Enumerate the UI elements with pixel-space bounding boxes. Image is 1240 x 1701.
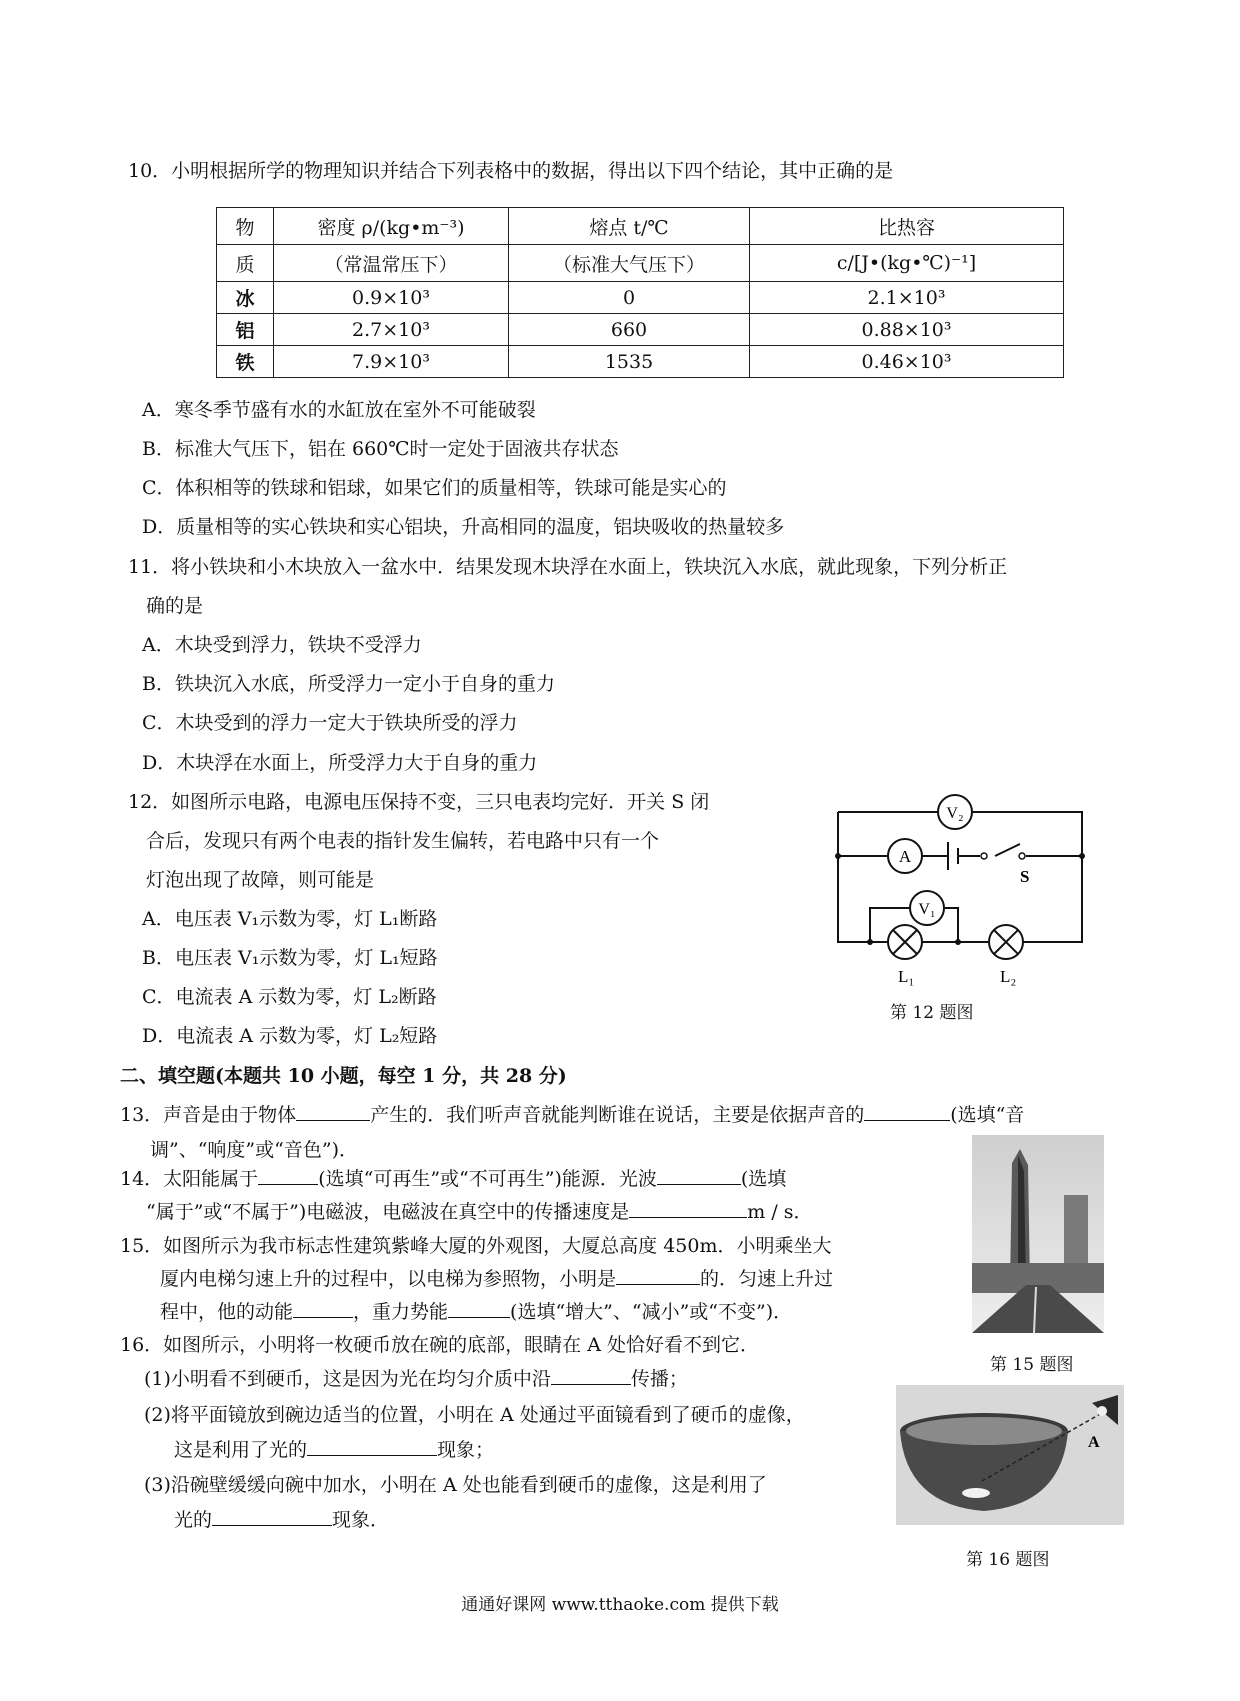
q10-option-a: A．寒冬季节盛有水的水缸放在室外不可能破裂 xyxy=(142,399,536,421)
table-cell: 冰 xyxy=(217,282,274,314)
q10-stem: 10．小明根据所学的物理知识并结合下列表格中的数据，得出以下四个结论，其中正确的是 xyxy=(128,160,894,182)
q12-stem-cont: 合后，发现只有两个电表的指针发生偏转，若电路中只有一个 xyxy=(146,830,660,852)
table-header-row xyxy=(217,245,1064,282)
q11-option-c: C．木块受到的浮力一定大于铁块所受的浮力 xyxy=(142,712,518,734)
q15-text: ，重力势能 xyxy=(353,1301,449,1323)
voltmeter-v1-icon xyxy=(910,891,944,925)
table-cell: 铝 xyxy=(217,314,274,346)
table-cell: 1535 xyxy=(509,346,750,378)
answer-blank[interactable] xyxy=(864,1102,950,1121)
answer-blank[interactable] xyxy=(258,1166,318,1185)
q11-option-b: B．铁块沉入水底，所受浮力一定小于自身的重力 xyxy=(142,673,555,695)
table-cell: 熔点 t/℃ xyxy=(509,208,750,245)
label-l2: L₂ xyxy=(1000,967,1017,986)
q10-option-c: C．体积相等的铁球和铝球，如果它们的质量相等，铁球可能是实心的 xyxy=(142,477,727,499)
table-row xyxy=(217,314,1064,346)
label-v2: V₂ xyxy=(946,805,964,822)
q12-stem: 12．如图所示电路，电源电压保持不变，三只电表均完好．开关 S 闭 xyxy=(128,791,710,813)
q16-text: 现象； xyxy=(437,1439,495,1461)
bowl-photo xyxy=(896,1385,1124,1525)
q12-figure-caption: 第 12 题图 xyxy=(890,1003,974,1023)
answer-blank[interactable] xyxy=(616,1266,700,1285)
table-cell: c/[J•(kg•℃)⁻¹] xyxy=(750,245,1064,282)
lamp-l2-icon xyxy=(989,925,1023,959)
table-cell: 2.1×10³ xyxy=(750,282,1064,314)
q16-text: 光的 xyxy=(174,1509,213,1531)
table-cell: 0.9×10³ xyxy=(274,282,509,314)
table-cell: 7.9×10³ xyxy=(274,346,509,378)
q16-sub3: (3)沿碗壁缓缓向碗中加水，小明在 A 处也能看到硬币的虚像，这是利用了 xyxy=(144,1474,767,1496)
q12-stem-cont: 灯泡出现了故障，则可能是 xyxy=(146,869,375,891)
table-cell: （标准大气压下） xyxy=(509,245,750,282)
answer-blank[interactable] xyxy=(307,1437,437,1456)
q14-text: (选填 xyxy=(740,1168,787,1190)
q16-text: 这是利用了光的 xyxy=(174,1439,308,1461)
voltmeter-v2-icon xyxy=(938,795,972,829)
q14-text: 14．太阳能属于 xyxy=(120,1168,259,1190)
q13-text: (选填“音 xyxy=(950,1104,1025,1126)
q16-sub1 xyxy=(144,1366,688,1392)
q13-text: 13．声音是由于物体 xyxy=(120,1104,297,1126)
q14-text: (选填“可再生”或“不可再生”)能源．光波 xyxy=(318,1168,657,1190)
q11-stem-cont: 确的是 xyxy=(146,595,204,617)
label-v1: V₁ xyxy=(918,901,936,918)
table-cell: 660 xyxy=(509,314,750,346)
q16-sub3-cont xyxy=(174,1507,389,1533)
table-cell: 0.88×10³ xyxy=(750,314,1064,346)
q16-sub2: (2)将平面镜放到碗边适当的位置，小明在 A 处通过平面镜看到了硬币的虚像， xyxy=(144,1404,805,1426)
q16-text: (1)小明看不到硬币，这是因为光在均匀介质中沿 xyxy=(144,1368,551,1390)
table-cell: 0 xyxy=(509,282,750,314)
q11-stem: 11．将小铁块和小木块放入一盆水中．结果发现木块浮在水面上，铁块沉入水底，就此现象，下列分析正 xyxy=(128,556,1008,578)
table-row xyxy=(217,282,1064,314)
q16-sub2-cont xyxy=(174,1437,494,1463)
table-cell: （常温常压下） xyxy=(274,245,509,282)
table-cell: 0.46×10³ xyxy=(750,346,1064,378)
page-footer: 通通好课网 www.tthaoke.com 提供下载 xyxy=(461,1595,779,1615)
answer-blank[interactable] xyxy=(657,1166,741,1185)
label-l1: L₁ xyxy=(898,967,915,986)
q14-text: “属于”或“不属于”)电磁波，电磁波在真空中的传播速度是 xyxy=(146,1201,630,1223)
q12-option-d: D．电流表 A 示数为零，灯 L₂短路 xyxy=(142,1025,438,1047)
q15-line1: 15．如图所示为我市标志性建筑紫峰大厦的外观图，大厦总高度 450m．小明乘坐大 xyxy=(120,1235,832,1257)
answer-blank[interactable] xyxy=(448,1299,510,1318)
q11-option-d: D．木块浮在水面上，所受浮力大于自身的重力 xyxy=(142,752,538,774)
circuit-diagram xyxy=(830,790,1100,990)
q10-option-b: B．标准大气压下，铝在 660℃时一定处于固液共存状态 xyxy=(142,438,619,460)
q16-stem: 16．如图所示，小明将一枚硬币放在碗的底部，眼睛在 A 处恰好看不到它． xyxy=(120,1334,759,1356)
table-cell: 质 xyxy=(217,245,274,282)
q14-line2 xyxy=(146,1199,813,1225)
label-switch: S xyxy=(1020,867,1030,886)
q12-option-b: B．电压表 V₁示数为零，灯 L₁短路 xyxy=(142,947,438,969)
lamp-l1-icon xyxy=(888,925,922,959)
label-a: A xyxy=(898,847,912,866)
answer-blank[interactable] xyxy=(293,1299,353,1318)
q15-figure-caption: 第 15 题图 xyxy=(990,1355,1074,1375)
answer-blank[interactable] xyxy=(212,1507,332,1526)
q12-option-a: A．电压表 V₁示数为零，灯 L₁断路 xyxy=(142,908,438,930)
q16-text: 传播； xyxy=(630,1368,688,1390)
q11-option-a: A．木块受到浮力，铁块不受浮力 xyxy=(142,634,422,656)
q15-text: 程中，他的动能 xyxy=(160,1301,294,1323)
label-point-a: A xyxy=(1088,1434,1100,1451)
properties-table xyxy=(216,207,1064,378)
q13-line2: 调”、“响度”或“音色”)． xyxy=(150,1139,358,1161)
answer-blank[interactable] xyxy=(551,1366,631,1385)
q10-option-d: D．质量相等的实心铁块和实心铝块，升高相同的温度，铝块吸收的热量较多 xyxy=(142,516,785,538)
answer-blank[interactable] xyxy=(296,1102,370,1121)
table-row xyxy=(217,346,1064,378)
ammeter-icon xyxy=(888,839,922,873)
q16-figure-caption: 第 16 题图 xyxy=(966,1550,1050,1570)
building-photo xyxy=(972,1135,1104,1333)
q15-text: (选填“增大”、“减小”或“不变”)． xyxy=(510,1301,793,1323)
q15-line2 xyxy=(160,1266,833,1292)
q15-line3 xyxy=(160,1299,792,1325)
table-cell: 密度 ρ/(kg•m⁻³) xyxy=(274,208,509,245)
table-cell: 物 xyxy=(217,208,274,245)
q13-line1 xyxy=(120,1102,1024,1128)
q14-text: m / s． xyxy=(747,1201,813,1223)
table-cell: 2.7×10³ xyxy=(274,314,509,346)
table-cell: 比热容 xyxy=(750,208,1064,245)
q15-text: 的．匀速上升过 xyxy=(700,1268,834,1290)
table-header-row xyxy=(217,208,1064,245)
q14-line1 xyxy=(120,1166,786,1192)
table-cell: 铁 xyxy=(217,346,274,378)
q12-option-c: C．电流表 A 示数为零，灯 L₂断路 xyxy=(142,986,437,1008)
q13-text: 产生的．我们听声音就能判断谁在说话，主要是依据声音的 xyxy=(370,1104,865,1126)
q16-text: 现象． xyxy=(332,1509,390,1531)
section-title: 二、填空题(本题共 10 小题，每空 1 分，共 28 分) xyxy=(120,1065,567,1087)
q15-text: 厦内电梯匀速上升的过程中，以电梯为参照物，小明是 xyxy=(160,1268,617,1290)
answer-blank[interactable] xyxy=(629,1199,747,1218)
